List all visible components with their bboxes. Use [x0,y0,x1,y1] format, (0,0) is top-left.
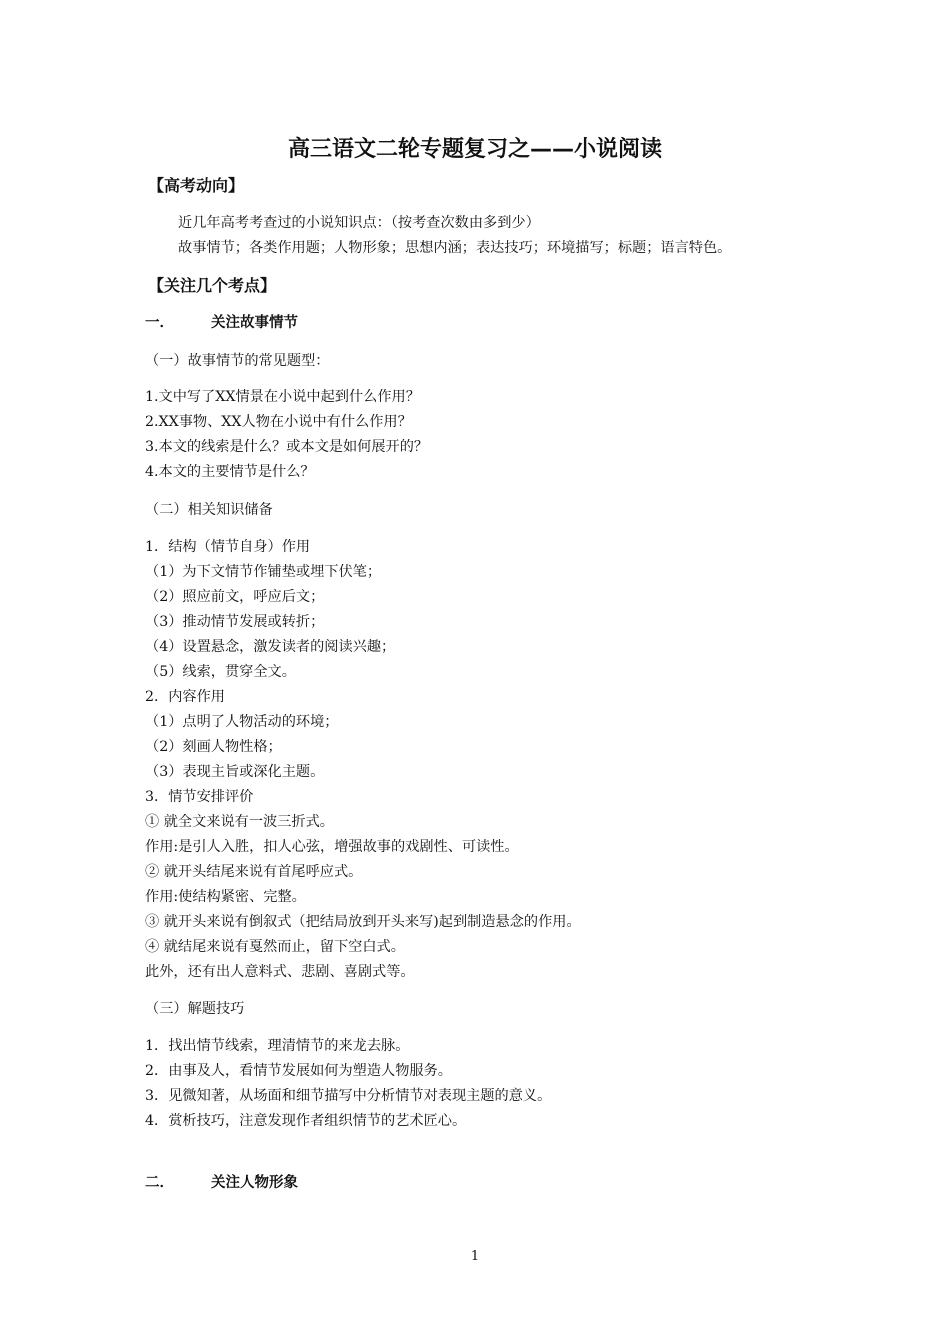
sub1-item: 3.本文的线索是什么？或本文是如何展开的？ [145,439,429,455]
sub2-line: 作用:是引人入胜，扣人心弦，增强故事的戏剧性、可读性。 [145,839,519,855]
sub2-line: 3．情节安排评价 [145,789,254,805]
sub2-line: （4）设置悬念，激发读者的阅读兴趣； [145,639,396,655]
part1-title: 关注故事情节 [211,315,298,331]
sub3-item: 2．由事及人，看情节发展如何为塑造人物服务。 [145,1063,452,1079]
sub2-line: （3）表现主旨或深化主题。 [145,764,325,780]
sub2-line: ① 就全文来说有一波三折式。 [145,814,334,830]
part2-number: 二． [145,1175,174,1191]
sub3-item: 3．见微知著，从场面和细节描写中分析情节对表现主题的意义。 [145,1088,552,1104]
sub3-heading: （三）解题技巧 [145,1001,245,1017]
sub2-line: 作用:使结构紧密、完整。 [145,889,306,905]
sub1-item: 2.XX事物、XX人物在小说中有什么作用？ [145,414,412,430]
sub1-item: 1.文中写了XX情景在小说中起到什么作用？ [145,389,420,405]
sub2-heading: （二）相关知识储备 [145,502,273,518]
section-heading-points: 【关注几个考点】 [148,276,277,295]
trends-line-2: 故事情节；各类作用题；人物形象；思想内涵；表达技巧；环境描写；标题；语言特色。 [178,240,732,256]
part2-title: 关注人物形象 [211,1175,298,1191]
sub3-item: 4．赏析技巧，注意发现作者组织情节的艺术匠心。 [145,1113,467,1129]
page-number: 1 [470,1249,480,1264]
sub2-line: 2．内容作用 [145,689,225,705]
sub2-line: ② 就开头结尾来说有首尾呼应式。 [145,864,363,880]
sub2-line: 此外，还有出人意料式、悲剧、喜剧式等。 [145,964,415,980]
section-heading-trends: 【高考动向】 [148,176,245,195]
sub1-heading: （一）故事情节的常见题型： [145,353,330,369]
sub2-line: （2）照应前文，呼应后文； [145,589,325,605]
sub2-line: （2）刻画人物性格； [145,739,282,755]
trends-line-1: 近几年高考考查过的小说知识点：（按考查次数由多到少） [178,215,540,231]
sub2-line: （1）点明了人物活动的环境； [145,714,339,730]
sub1-item: 4.本文的主要情节是什么？ [145,464,315,480]
sub2-line: 1．结构（情节自身）作用 [145,539,311,555]
sub2-line: （5）线索，贯穿全文。 [145,664,296,680]
document-title: 高三语文二轮专题复习之——小说阅读 [287,137,662,162]
sub2-line: ④ 就结尾来说有戛然而止，留下空白式。 [145,939,405,955]
part1-heading [145,312,298,334]
part1-number: 一． [145,315,174,331]
part2-heading [145,1172,298,1194]
sub2-line: ③ 就开头来说有倒叙式（把结局放到开头来写)起到制造悬念的作用。 [145,914,581,930]
sub2-line: （1）为下文情节作铺垫或埋下伏笔； [145,564,382,580]
sub3-item: 1．找出情节线索，理清情节的来龙去脉。 [145,1038,410,1054]
sub2-line: （3）推动情节发展或转折； [145,614,325,630]
